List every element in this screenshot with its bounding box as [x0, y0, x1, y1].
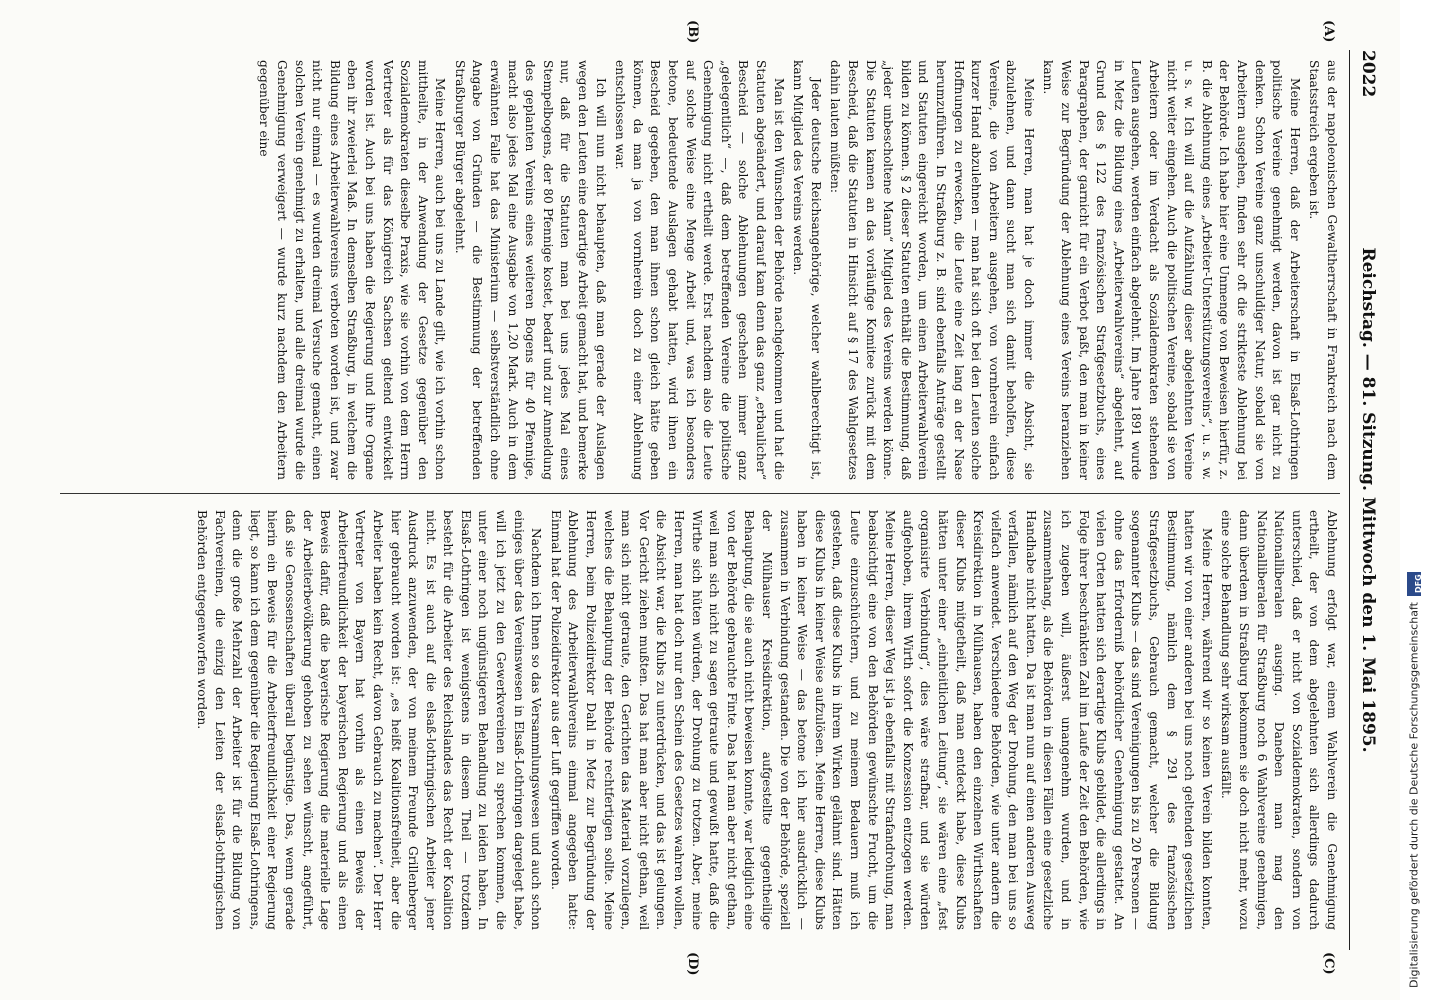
paragraph: Nachdem ich Ihnen so das Versammlungswesen und auch schon einiges über das Vereinswesen in Elsaß-Lothringen dargelegt habe, will ich jetzt zu den Gewerkvereinen zu sprechen kommen, die unter einer noch ungünstigeren Behandlung zu leiden haben. In Elsaß-Lothringen ist wenigstens in diesem Theil — trotzdem besteht für die Arbeiter des Reichslandes das Recht der Koalition nicht. Es ist auch auf die elsaß-lothringischen Arbeiter jener Ausdruck anzuwenden, der von meinem Freunde Grillenberger hier gebraucht worden ist: „es heißt Koalitionsfreiheit, aber die Arbeiter haben kein Recht, davon Gebrauch zu machen“. Der Herr Vertreter von Bayern hat vorhin als einen Beweis der Arbeiterfreundlichkeit der bayerischen Regierung und als einen Beweis dafür, daß die bayerische Regierung die materielle Lage der Arbeiterbevölkerung gehoben zu sehen wünscht, angeführt, daß sie Genossenschaften überall begünstige. Das, wenn gerade hierin ein Beweis für die Arbeiterfreundlichkeit einer Regierung liegt, so kann ich dem gegenüber die Regierung Elsaß-Lothringens, denn die große Mehrzahl der Arbeiter ist für die Bildung von Fachvereinen, die einzig den Leiten der elsaß-lothringischen Behörden entgegenworfen worden. — [195, 510, 544, 930]
paragraph: Meine Herren, daß der Arbeiterschaft in Elsaß-Lothringen politische Vereine genehmigt werden, davon ist gar nicht zu denken. Schon Vereine ganz unschuldiger Natur, sobald sie von Arbeitern ausgehen, finden sehr oft die strikteste Ablehnung bei der Behörde. Ich habe hier eine Unmenge von Beweisen hierfür, z. B. die Ablehnung eines „Arbeiter-Unterstützungsvereins“, u. s. w. u. s. w. Ich will auf die Aufzählung dieser abgelehnten Vereine nicht weiter eingehen. Auch die politischen Vereine, sobald sie von Arbeitern oder im Verdacht als Sozialdemokraten stehenden Leuten ausgehen, werden einfach abgelehnt. Im Jahre 1891 wurde in Metz die Bildung eines „Arbeiterwahlvereins“ abgelehnt, auf Grund des § 122 des französischen Strafgesetzbuchs, eines Paragraphen, der garnicht für ein Verbot paßt, den man in keiner Weise zur Begründung der Ablehnung eines Vereins heranziehen kann. — [1041, 60, 1302, 480]
paragraph: Man ist den Wünschen der Behörde nachgekommen und hat die Statuten abgeändert, und darauf kam denn das ganz „erbaulicher“ Bescheid — solche Ablehnungen geschehen immer ganz „gelegentlich“ —, daß dem betreffenden Vereine die politische Genehmigung nicht ertheilt werde. Erst nachdem also die Leute auf solche Weise eine Menge Arbeit und, was ich besonders betone, bedeutende Auslagen gehabt hatten, wird ihnen ein Bescheid gegeben, den man ihnen schon gleich hätte geben können, da man ja von vornherein doch zu einer Ablehnung entschlossen war. — [613, 60, 786, 480]
page-header — [1348, 50, 1378, 950]
left-column — [50, 60, 1340, 480]
footer-text: Digitalisierung gefördert durch die Deutsche Forschungsgemeinschaft — [1407, 602, 1421, 988]
column-divider — [60, 493, 1340, 494]
marker-a: (A) — [1321, 20, 1336, 43]
paragraph: Meine Herren, man hat je doch immer die Absicht, sie abzulehnen, und dann sucht man sich damit beholfen, diese Vereine, die von Arbeitern ausgehen, von vornherein einfach kurzer Hand abzulehnen — man hat sich oft bei den Leuten solche Hoffnungen zu erwecken, die Leute eine Zeit lang an der Nase herumzuführen. In Straßburg z. B. sind ebenfalls Anträge gestellt und Statuten eingereicht worden, um einen Arbeiterwahlverein bilden zu können. § 2 dieser Statuten enthält die Bestimmung, daß „jeder unbescholtene Mann“ Mitglied des Vereins werden könne. Die Statuten kamen an das vorläufige Komitee zurück mit dem Bescheid, daß die Statuten in Hinsicht auf § 17 des Wahlgesetzes dahin lauten müßten: — [828, 60, 1036, 480]
paragraph: Ablehnung erfolgt war, einem Wahlverein die Genehmigung ertheilt, der von dem abgelehnten sich allerdings dadurch unterschied, daß er nicht von Sozialdemokraten, sondern von Nationalliberalen ausging. Daneben man mag den Nationalliberalen für Straßburg noch 6 Wahlvereine genehmigen, dann überdem in Straßburg bekommen sie doch nicht mehr, wozu eine solche Behandlung sehr wirksam ausfällt. — [1219, 510, 1339, 930]
paragraph: Meine Herren, während wir so keinen Verein bilden konnten, hatten wir von einer anderen bei uns noch geltenden gesetzlichen Bestimmung, nämlich dem § 291 des französischen Strafgesetzbuchs, Gebrauch gemacht, welcher die Bildung sogenannter Klubs — das sind Vereinigungen bis zu 20 Personen — ohne das Erforderniß behördlicher Genehmigung gestattet. An vielen Orten hatten sich derartige Klubs gebildet, die allerdings in Folge ihrer beschränkten Zahl im Laufe der Zeit den Behörden, wie ich zugeben will, äußerst unangenehm wurden, und in zusammenhang, als die Behörden in diesen Fällen eine gesetzliche Handhabe nicht hatten. Da ist man nun auf einen anderen Ausweg verfallen, nämlich auf den Weg der Drohung, den man bei uns so vielfach anwendet. Verschiedene Behörden, wie unter andern die Kreisdirektion in Mülhausen, haben den einzelnen Wirthschaften dieser Klubs mitgetheilt, daß man entdeckt habe, diese Klubs hätten unter einer „einheitlichen Leitung“, sie wären eine „fest organisirte Verbindung“, dies wäre strafbar, und sie würden aufgehoben, ihrem Wirth sofort die Konzession entzogen werden. Meine Herren, dieser Weg ist ja ebenfalls mit Strafandrohung, man beabsichtigt eine von den Behörden gewünschte Frucht, um die Leute einzuschüchtern, und zu meinem Bedauern muß ich gestehen, daß diese Klubs in ihrem Wirken gelähmt sind. Hätten diese Klubs in keiner Weise aufzulösen. Meine Herren, diese Klubs haben in keiner Weise — das betone ich hier ausdrücklich — zusammen in Verbindung gestanden. Die von der Behörde, speziell der Mülhauser Kreisdirektion, aufgestellte gegentheilige Behauptung, die sie auch nicht beweisen konnte, war lediglich eine von der Behörde gebrauchte Finte. Das hat man aber nicht gethan, weil man sich nicht zu sagen getraute und gewußt hatte, daß die Wirthe sich hüten würden, der Drohung zu trotzen. Aber, meine Herren, man hat doch nur den Schein des Gesetzes wahren wollen, die Absicht war, die Klubs zu unterdrücken, und das ist gelungen. Vor Gericht ziehen mußten. Das hat man aber nicht gethan, weil man sich nicht getraute, den Gerichten das Material vorzulegen, welches die Behauptung der Behörde rechtfertigen sollte. Meine Herren, beim Polizeidirektor Dahl in Metz zur Begründung der Ablehnung des Arbeiterwahlvereins einmal angegeben hatte: Einmal hat der Polizeidirektor aus der Luft gegriffen worden. — [548, 510, 1214, 930]
marker-b: (B) — [685, 20, 700, 44]
marker-d: (D) — [685, 952, 700, 976]
right-column — [50, 510, 1340, 930]
paragraph: aus der napoleonischen Gewaltherrschaft in Frankreich nach dem Staatsstreich ergeben ist. — [1307, 60, 1339, 480]
page-number: 2022 — [1358, 50, 1378, 98]
marker-c: (C) — [1321, 952, 1336, 975]
dfg-logo: DFG — [1407, 572, 1421, 596]
paragraph: Ich will nun nicht behaupten, daß man gerade der Auslagen wegen den Leuten eine derartige Arbeit gemacht hat, und bemerke nur, daß für die Statuten man bei uns jedes Mal eines Stempelbogens, der 80 Pfennige kostet, bedarf und zur Anmeldung des geplanten Vereins eines weiteren Bogens für 40 Pfennige, macht also jedes Mal eine Ausgabe von 1,20 Mark. Auch in dem erwähnten Falle hat das Ministerium — selbstverständlich ohne Angabe von Gründen — die Bestimmung der betreffenden Straßburger Bürger abgelehnt. — [452, 60, 608, 480]
paragraph: Jeder deutsche Reichsangehörige, welcher wahlberechtigt ist, kann Mitglied des Vereins werden. — [791, 60, 823, 480]
page-title: Reichstag. — 81. Sitzung. Mittwoch den 1. Mai 1895. — [1358, 247, 1378, 753]
paragraph: Meine Herren, auch bei uns zu Lande gilt, wie ich vorhin schon mittheilte, in der Anwendung der Gesetze gegenüber den Sozialdemokraten dieselbe Praxis, wie sie vorhin von dem Herrn Vertreter als für das Königreich Sachsen geltend entwickelt worden ist. Auch bei uns haben die Regierung und ihre Organe eben ihr zweierlei Maß. In demselben Straßburg, in welchem die Bildung eines Arbeiterwahlvereins verboten worden ist, und zwar nicht nur einmal — es wurden dreimal Versuche gemacht, einen solchen Verein genehmigt zu erhalten, und alle dreimal wurde die Genehmigung verweigert — wurde kurz nachdem den Arbeitern gegenüber eine — [257, 60, 448, 480]
header-rule — [1349, 50, 1350, 950]
digitization-footer — [1403, 18, 1425, 988]
